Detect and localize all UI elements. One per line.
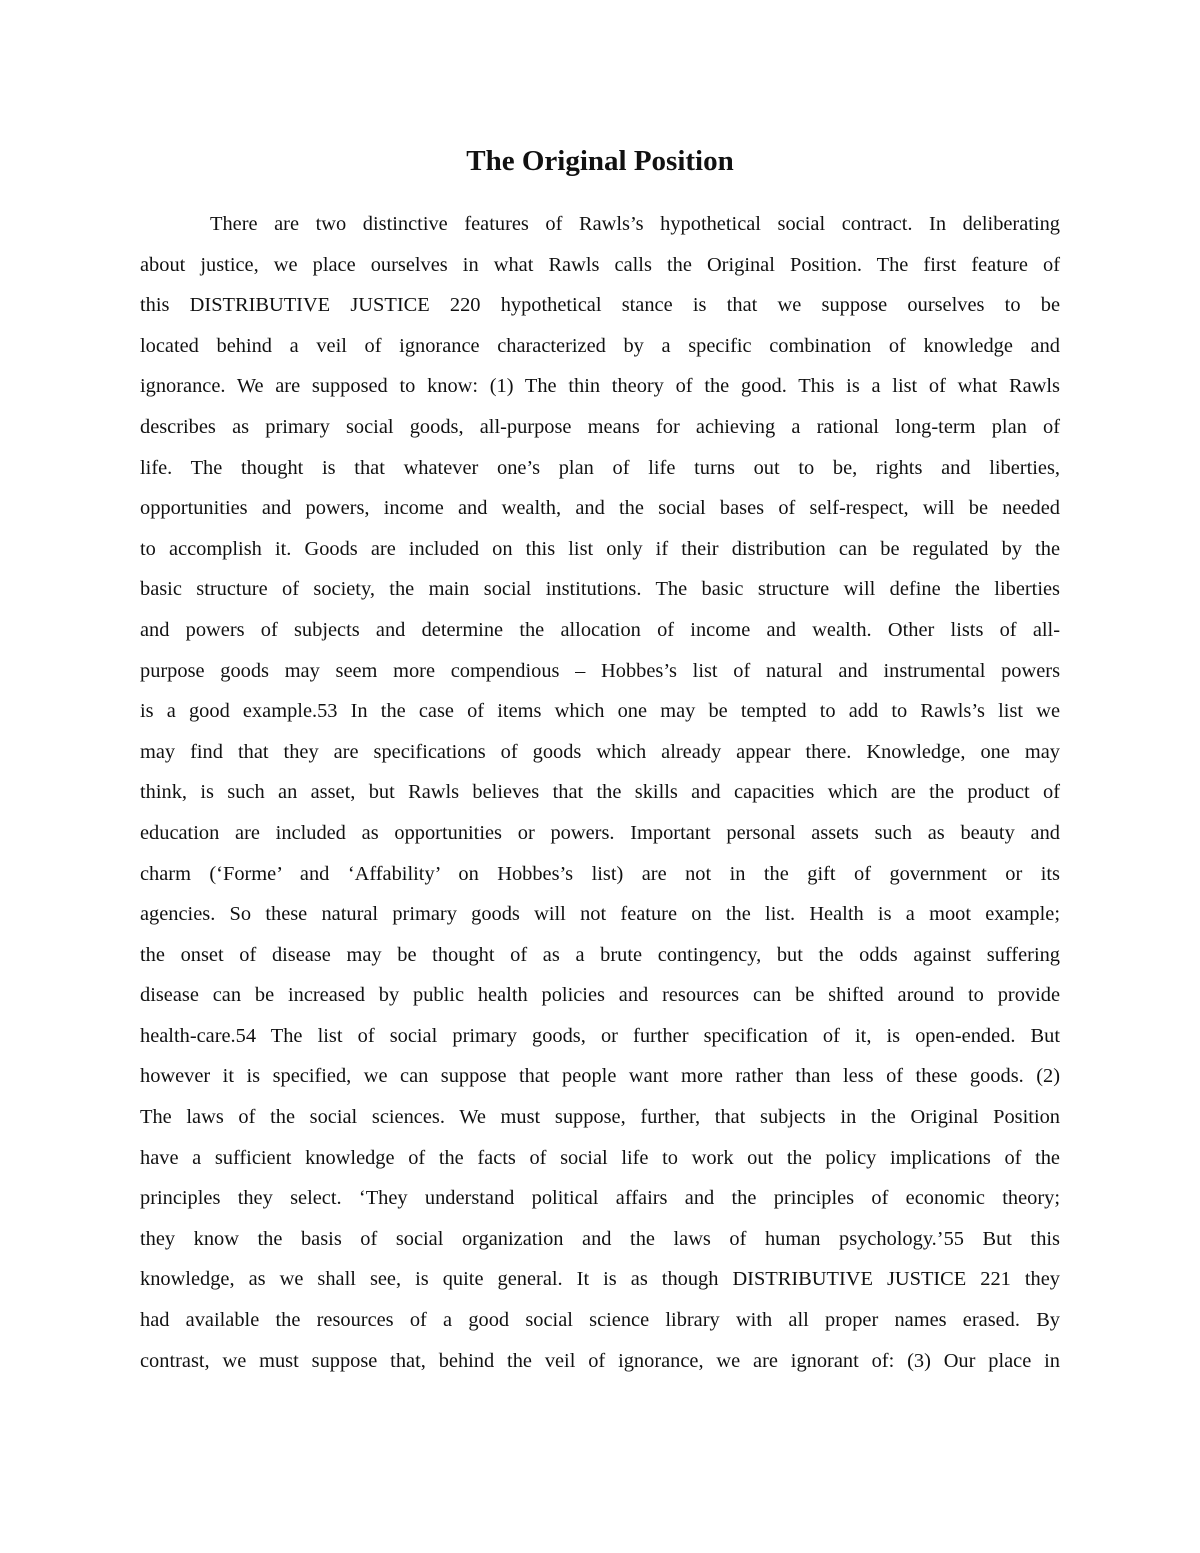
text-line: describes as primary social goods, all-purpose means for achieving a rational long-term plan of bbox=[140, 415, 1060, 438]
text-line: have a sufficient knowledge of the facts of social life to work out the policy implications of the bbox=[140, 1146, 1060, 1169]
text-line: is a good example.53 In the case of items which one may be tempted to add to Rawls’s list we bbox=[140, 700, 1060, 723]
text-line: ignorance. We are supposed to know: (1) The thin theory of the good. This is a list of what Rawls bbox=[140, 375, 1060, 398]
text-line: knowledge, as we shall see, is quite general. It is as though DISTRIBUTIVE JUSTICE 221 they bbox=[140, 1268, 1060, 1291]
text-line: the onset of disease may be thought of as a brute contingency, but the odds against suffering bbox=[140, 943, 1060, 966]
text-line: about justice, we place ourselves in what Rawls calls the Original Position. The first feature of bbox=[140, 253, 1060, 276]
text-line: purpose goods may seem more compendious – Hobbes’s list of natural and instrumental powers bbox=[140, 659, 1060, 682]
text-line: health-care.54 The list of social primary goods, or further specification of it, is open-ended. But bbox=[140, 1024, 1060, 1047]
text-line: may find that they are specifications of goods which already appear there. Knowledge, one may bbox=[140, 740, 1060, 763]
body-paragraph bbox=[140, 204, 1060, 1381]
text-line: had available the resources of a good social science library with all proper names erased. By bbox=[140, 1309, 1060, 1332]
page-title: The Original Position bbox=[466, 145, 734, 177]
text-line: disease can be increased by public health policies and resources can be shifted around to provide bbox=[140, 984, 1060, 1007]
text-line: think, is such an asset, but Rawls believes that the skills and capacities which are the product of bbox=[140, 781, 1060, 804]
text-line: contrast, we must suppose that, behind the veil of ignorance, we are ignorant of: (3) Our place in bbox=[140, 1349, 1060, 1372]
text-line: basic structure of society, the main social institutions. The basic structure will define the liberties bbox=[140, 578, 1060, 601]
text-line: life. The thought is that whatever one’s plan of life turns out to be, rights and liberties, bbox=[140, 456, 1060, 479]
text-line: education are included as opportunities or powers. Important personal assets such as beauty and bbox=[140, 821, 1060, 844]
text-line: located behind a veil of ignorance characterized by a specific combination of knowledge and bbox=[140, 334, 1060, 357]
text-line: principles they select. ‘They understand political affairs and the principles of economic theory; bbox=[140, 1187, 1060, 1210]
text-line: however it is specified, we can suppose that people want more rather than less of these goods. (2) bbox=[140, 1065, 1060, 1088]
text-line: this DISTRIBUTIVE JUSTICE 220 hypothetical stance is that we suppose ourselves to be bbox=[140, 294, 1060, 317]
text-line: opportunities and powers, income and wealth, and the social bases of self-respect, will be needed bbox=[140, 497, 1060, 520]
text-line: There are two distinctive features of Rawls’s hypothetical social contract. In deliberating bbox=[210, 213, 1060, 235]
text-line: agencies. So these natural primary goods will not feature on the list. Health is a moot example; bbox=[140, 903, 1060, 926]
text-line: charm (‘Forme’ and ‘Affability’ on Hobbes’s list) are not in the gift of government or its bbox=[140, 862, 1060, 885]
text-line: to accomplish it. Goods are included on this list only if their distribution can be regulated by the bbox=[140, 537, 1060, 560]
text-line: they know the basis of social organization and the laws of human psychology.’55 But this bbox=[140, 1227, 1060, 1250]
text-line: The laws of the social sciences. We must suppose, further, that subjects in the Original Position bbox=[140, 1106, 1060, 1129]
text-line: and powers of subjects and determine the allocation of income and wealth. Other lists of all- bbox=[140, 618, 1060, 641]
